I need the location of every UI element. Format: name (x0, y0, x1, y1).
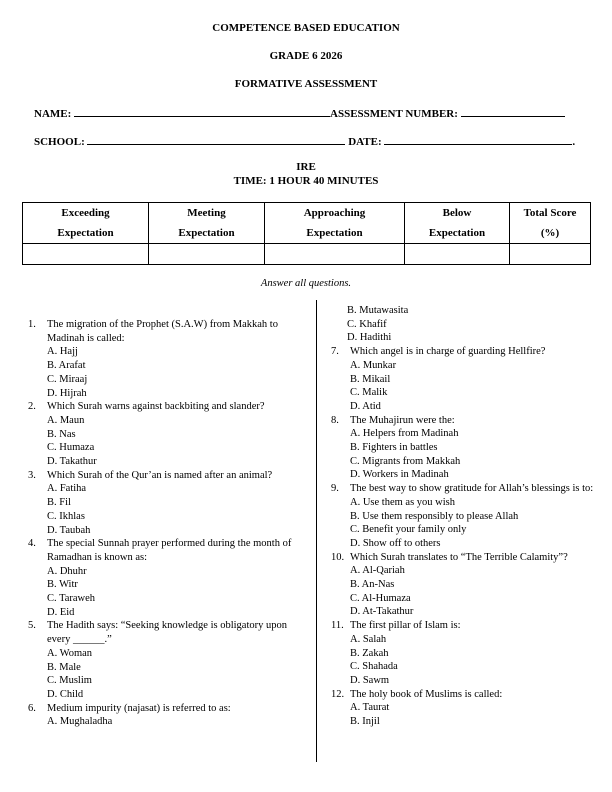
score-header-approaching: Approaching Expectation (265, 203, 405, 244)
question-item (28, 537, 310, 619)
answer-option: C. Migrants from Makkah (350, 455, 461, 467)
question-item (28, 318, 310, 400)
answer-option: D. Hadithi (347, 332, 392, 344)
answer-option: D. Sawm (350, 674, 390, 686)
answer-option: B. Fighters in battles (350, 442, 438, 454)
question-item (331, 688, 599, 729)
score-header-exceeding: Exceeding Expectation (23, 203, 149, 244)
answer-option: A. Fatiha (47, 483, 87, 495)
question-text: The special Sunnah prayer performed during the month of Ramadhan is known as: (47, 538, 292, 563)
answer-option: C. Miraaj (47, 373, 88, 385)
question-item (28, 702, 310, 729)
answer-option: C. Humaza (47, 442, 95, 454)
answer-option: B. Use them responsibly to please Allah (350, 510, 519, 522)
answer-option: B. Injil (350, 716, 380, 728)
school-label: SCHOOL: (34, 136, 85, 148)
score-header-row (23, 203, 591, 244)
score-cell-below[interactable] (405, 244, 510, 265)
question-number: 6. (28, 702, 36, 714)
question-item (331, 482, 599, 551)
questions-right-list (331, 345, 599, 729)
score-cell-total[interactable] (510, 244, 591, 265)
header-title: COMPETENCE BASED EDUCATION (212, 22, 400, 34)
date-field[interactable] (384, 135, 572, 145)
question-number: 5. (28, 620, 36, 632)
answer-option: A. Use them as you wish (350, 496, 455, 508)
answer-option: B. Arafat (47, 360, 86, 372)
answer-option: C. Taraweh (47, 593, 96, 605)
question-item (331, 619, 599, 688)
answer-option: A. Munkar (350, 359, 397, 371)
school-row (34, 135, 587, 149)
question-number: 12. (331, 688, 345, 700)
answer-option: A. Helpers from Madinah (350, 428, 459, 440)
answer-option: A. Mughaladha (47, 716, 113, 728)
question-text: The holy book of Muslims is called: (350, 688, 503, 700)
answer-option: C. Shahada (350, 661, 398, 673)
answer-option: D. Eid (47, 606, 75, 618)
question-number: 7. (331, 346, 339, 358)
question-number: 10. (331, 551, 345, 563)
date-label: DATE: (348, 136, 382, 148)
answer-option: C. Malik (350, 387, 388, 399)
question-item (331, 551, 599, 620)
assessment-type: FORMATIVE ASSESSMENT (234, 78, 378, 90)
questions-right-column (331, 304, 599, 729)
answer-option: B. Nas (47, 428, 76, 440)
question-text: The Muhajirun were the: (350, 414, 455, 426)
answer-option: D. Atid (350, 400, 381, 412)
question-number: 4. (28, 538, 36, 550)
answer-option: D. Hijrah (47, 387, 87, 399)
question-number: 1. (28, 319, 36, 330)
answer-option: C. Benefit your family only (350, 524, 467, 536)
time-line: TIME: 1 HOUR 40 MINUTES (233, 175, 379, 187)
question-text: The Hadith says: “Seeking knowledge is obligatory upon every ______.” (47, 620, 287, 646)
score-cell-meeting[interactable] (149, 244, 265, 265)
answer-option: D. Workers in Madinah (350, 469, 449, 481)
question-text: The migration of the Prophet (S.A.W) from Makkah to Madinah is called: (47, 319, 278, 344)
answer-option: D. Child (47, 688, 84, 700)
grade-line: GRADE 6 2026 (269, 50, 343, 62)
school-field[interactable] (87, 135, 345, 145)
score-input-row (23, 244, 591, 265)
answer-option: C. Al-Humaza (350, 592, 411, 604)
answer-option: D. Show off to others (350, 537, 441, 549)
question-number: 3. (28, 469, 36, 481)
answer-option: D. Takathur (47, 456, 97, 468)
answer-option: A. Woman (47, 647, 93, 659)
score-header-meeting: Meeting Expectation (149, 203, 265, 244)
answer-option: A. Hajj (47, 346, 78, 358)
answer-option: D. At-Takathur (350, 606, 414, 618)
question-text: Medium impurity (najasat) is referred to as: (47, 702, 231, 714)
question-6-continued (331, 304, 599, 345)
answer-option: B. Witr (47, 579, 78, 591)
name-row (34, 107, 587, 121)
questions-left-column (28, 318, 310, 729)
answer-option: C. Muslim (47, 675, 92, 687)
answer-option: B. Zakah (350, 647, 389, 659)
answer-option: D. Taubah (47, 524, 91, 536)
answer-option: B. Male (47, 661, 81, 673)
name-field[interactable] (74, 107, 330, 117)
name-label: NAME: (34, 108, 72, 120)
answer-option: A. Maun (47, 414, 85, 426)
question-item (28, 619, 310, 701)
question-text: Which Surah translates to “The Terrible Calamity”? (350, 551, 568, 563)
answer-option: B. An-Nas (350, 579, 395, 591)
score-cell-exceeding[interactable] (23, 244, 149, 265)
question-number: 8. (331, 414, 339, 426)
instructions: Answer all questions. (260, 278, 352, 289)
answer-option: A. Dhuhr (47, 565, 87, 577)
date-end: . (572, 136, 576, 148)
score-cell-approaching[interactable] (265, 244, 405, 265)
score-header-total: Total Score (%) (510, 203, 591, 244)
answer-option: C. Ikhlas (47, 510, 85, 522)
answer-option: A. Taurat (350, 702, 390, 714)
question-item (28, 400, 310, 469)
subject-title: IRE (296, 161, 316, 173)
question-item (28, 469, 310, 538)
assessment-number-field[interactable] (461, 107, 565, 117)
answer-option: B. Mikail (350, 373, 391, 385)
answer-option: A. Al-Qariah (350, 565, 405, 577)
question-item (331, 345, 599, 414)
score-header-below: Below Expectation (405, 203, 510, 244)
answer-option: C. Khafif (347, 318, 387, 330)
question-text: Which Surah of the Qur’an is named after an animal? (47, 469, 273, 481)
question-number: 11. (331, 620, 344, 632)
assessment-number-label: ASSESSMENT NUMBER: (330, 108, 458, 120)
question-text: The first pillar of Islam is: (350, 620, 461, 632)
column-divider (316, 300, 317, 762)
question-number: 2. (28, 401, 36, 413)
question-text: Which Surah warns against backbiting and slander? (47, 401, 265, 413)
score-table (22, 202, 591, 265)
answer-option: B. Mutawasita (347, 305, 409, 316)
question-number: 9. (331, 483, 339, 495)
answer-option: A. Salah (350, 633, 387, 645)
question-text: Which angel is in charge of guarding Hellfire? (350, 346, 546, 358)
question-item (331, 414, 599, 483)
answer-option: B. Fil (47, 497, 71, 509)
question-text: The best way to show gratitude for Allah’s blessings is to: (350, 483, 594, 495)
